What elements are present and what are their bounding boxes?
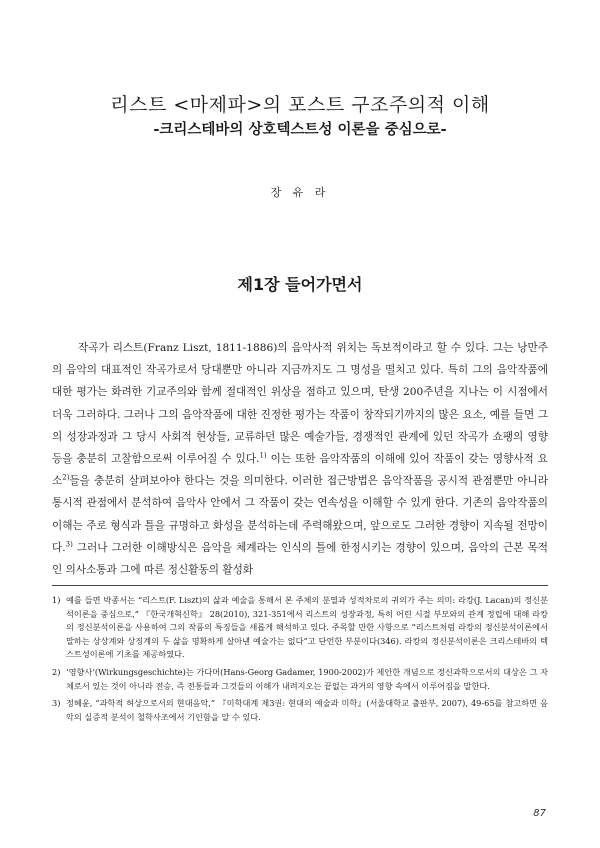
footnote-ref-1[interactable]: 1) bbox=[259, 451, 267, 460]
footnote-text: 정혜윤, “과학적 허상으로서의 현대음악,” 『미학대계 제3권: 현대의 예술과 미학』(서울대학교 출판부, 2007), 49-65를 참고하면 음악의 실증적 분석이 철학사조에서 기인함을 알 수 있다. bbox=[66, 698, 548, 722]
footnote-number: 1) bbox=[52, 595, 61, 605]
footnote-text: 예를 들면 박종서는 “리스트(F. Liszt)의 삶과 예술을 통해서 본 주체의 분열과 성적차로의 귀의가 주는 의미: 라캉(J. Lacan)의 정신분석이론을 중심으로,” 『한국개혁신학』 28(2010), 321-351에서 리스트의 성장과정, 특히 어린 시절 부모와의 관계 정립에 대해 라캉의 정신분석이론을 사용하여 그의 작품의 특징들을 새롭게 해석하고 있다. 주목할 만한 사항으로 “리스트처럼 라캉의 정신분석이론에서 말하는 상상계와 상징계의 두 삶을 명확하게 살아낸 예술가는 없다”고 단언한 부분이다(346). 라캉의 정신분석이론은 크리스테바의 텍스트성이론에 기초를 제공하였다. bbox=[66, 595, 549, 660]
footnote-divider bbox=[52, 585, 548, 586]
footnote-text: ‘영향사’(Wirkungsgeschichte)는 가다머(Hans-Georg Gadamer, 1900-2002)가 제안한 개념으로 정신과학으로서의 대상은 그 자체로서 있는 것이 아니라 전승, 즉 전통들과 그것들의 이해가 내려지오는 끝없는 과거의 영향 속에서 이루어짐을 말한다. bbox=[66, 666, 548, 691]
footnote-number: 2) bbox=[52, 666, 61, 677]
footnote-ref-2[interactable]: 2) bbox=[62, 473, 70, 482]
body-text-4: 그러나 그러한 이해방식은 음악을 체계라는 인식의 틀에 한정시키는 경향이 있으며, 음악의 근본 목적인 의사소통과 그에 따른 정신활동의 활성화 bbox=[52, 541, 548, 577]
chapter-heading: 제1장 들어가면서 bbox=[237, 275, 363, 294]
footnote-2 bbox=[52, 666, 548, 693]
footnote-3 bbox=[52, 697, 548, 724]
footnote-1 bbox=[52, 594, 548, 662]
paper-subtitle: -크리스테바의 상호텍스트성 이론을 중심으로- bbox=[153, 121, 447, 138]
footnotes bbox=[52, 594, 548, 728]
footnote-ref-3[interactable]: 3) bbox=[65, 540, 73, 549]
page-number: 87 bbox=[533, 808, 546, 819]
body-text-3: 들을 충분히 살펴보아야 한다는 것을 의미한다. 이러한 접근방법은 음악작품을 공시적 관점뿐만 아니라 통시적 관점에서 분석하여 음악사 안에서 그 작품이 갖는 연속성을 이해할 수 있게 한다. 기존의 음악작품의 이해는 주로 형식과 틀을 규명하고 화성을 분석하는데 주력해왔으며, 앞으로도 그러한 경향이 지속될 전망이다. bbox=[52, 475, 548, 554]
body-text-1: 작곡가 리스트(Franz Liszt, 1811-1886)의 음악사적 위치는 독보적이라고 할 수 있다. 그는 낭만주의 음악의 대표적인 작곡가로서 당대뿐만 아니라 지금까지도 그 명성을 떨치고 있다. 특히 그의 음악작품에 대한 평가는 화려한 기교주의와 함께 절대적인 위상을 점하고 있으며, 탄생 200주년을 지나는 이 시점에서 더욱 그러하다. 그러나 그의 음악작품에 대한 진정한 평가는 작품이 창작되기까지의 많은 요소, 예를 들면 그의 성장과정과 그 당시 사회적 현상들, 교류하던 많은 예술가들, 경쟁적인 관계에 있던 작곡가 쇼팽의 영향 등을 충분히 고찰함으로써 이루어질 수 있다. bbox=[52, 342, 548, 466]
author-name: 장 유 라 bbox=[270, 186, 330, 199]
body-text-2: 이는 또한 음악작품의 이해에 있어 작품이 갖는 영향사적 요소 bbox=[52, 453, 548, 488]
footnote-number: 3) bbox=[52, 698, 61, 709]
paper-title: 리스트 <마제파>의 포스트 구조주의적 이해 bbox=[110, 94, 490, 116]
body-paragraph bbox=[52, 337, 548, 581]
